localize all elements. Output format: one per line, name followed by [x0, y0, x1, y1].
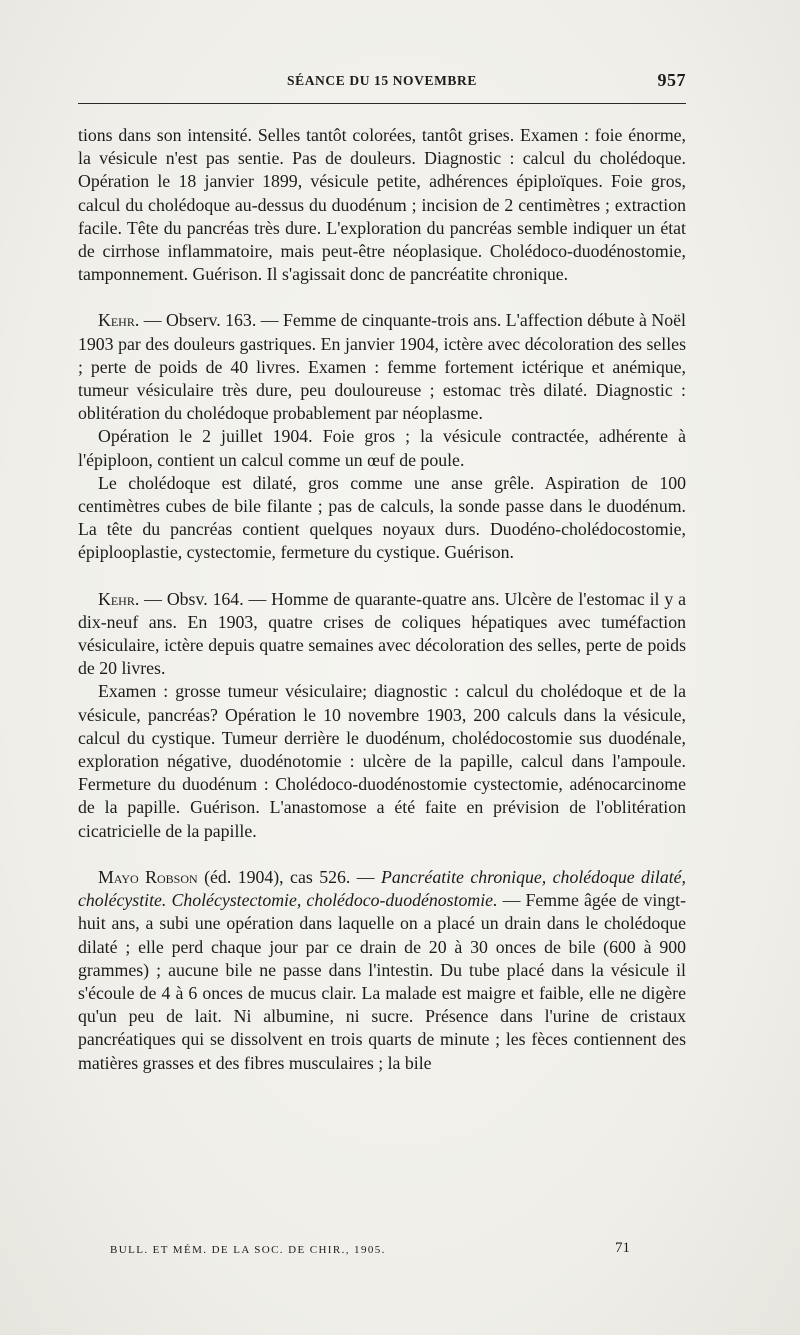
- paragraph-mayo-robson: [78, 866, 686, 1075]
- running-head: [78, 70, 686, 92]
- paragraph-operation: Opération le 2 juillet 1904. Foie gros ; la vésicule contractée, adhérente à l'épiploon, contient un calcul comme un œuf de poule.: [78, 426, 686, 470]
- case-reference: (éd. 1904), cas 526. —: [197, 866, 381, 887]
- paragraph-text: — Obsv. 164. — Homme de quarante-quatre ans. Ulcère de l'estomac il y a dix-neuf ans. En 1903, quatre crises de coliques hépatiques avec tuméfaction vésiculaire, ictère depuis quatre semaines avec décoloration des selles, perte de poids de 20 livres.: [78, 588, 686, 679]
- paragraph-text: — Observ. 163. — Femme de cinquante-trois ans. L'affection débute à Noël 1903 par des douleurs gastriques. En janvier 1904, ictère avec décoloration des selles ; perte de poids de 40 livres. Examen : femme fortement ictérique et anémique, tumeur vésiculaire très dure, peu douloureuse ; estomac très dilaté. Diagnostic : oblitération du cholédoque probablement par néoplasme.: [78, 310, 686, 424]
- paragraph-kehr-163: [78, 309, 686, 425]
- section-gap: [78, 286, 686, 309]
- footer-citation: BULL. ET MÉM. DE LA SOC. DE CHIR., 1905.: [110, 1244, 386, 1256]
- page-number: 957: [657, 70, 686, 90]
- paragraph-choledoque: Le cholédoque est dilaté, gros comme une anse grêle. Aspiration de 100 centimètres cubes de bile filante ; pas de calculs, la sonde passe dans le duodénum. La tête du pancréas contient quelques noyaux durs. Duodéno-cholédocostomie, épiplooplastie, cystectomie, fermeture du cystique. Guérison.: [78, 472, 686, 563]
- paragraph-text: — Femme âgée de vingt-huit ans, a subi une opération dans laquelle on a placé un drain dans le cholédoque dilaté ; elle perd chaque jour par ce drain de 20 à 30 onces de bile (600 à 900 grammes) ; aucune bile ne passe dans l'intestin. Du tube placé dans la vésicule il s'écoule de 4 à 6 onces de mucus clair. La malade est maigre et faible, elle ne digère qu'un peu de lait. Ni albumine, ni sucre. Présence dans l'urine de cristaux pancréatiques qui se dissolvent en trois quarts de minute ; les fèces contiennent des matières grasses et des fibres musculaires ; la bile: [78, 890, 686, 1073]
- footer: [110, 1240, 630, 1262]
- author-name: Mayo Robson: [98, 866, 198, 887]
- body-text: [78, 124, 686, 1075]
- case-title: Pancréatite chronique, cholédoque dilaté, cholécystite. Cholécystectomie, cholédoco-duodénostomie.: [78, 866, 686, 911]
- section-gap: [78, 843, 686, 866]
- footer-signature: 71: [615, 1240, 630, 1256]
- running-title: SÉANCE DU 15 NOVEMBRE: [287, 73, 477, 88]
- paragraph-continuation: tions dans son intensité. Selles tantôt colorées, tantôt grises. Examen : foie énorme, la vésicule n'est pas sentie. Pas de douleurs. Diagnostic : calcul du cholédoque. Opération le 18 janvier 1899, vésicule petite, adhérences épiploïques. Foie gros, calcul du cholédoque au-dessus du duodénum ; incision de 2 centimètres ; extraction facile. Tête du pancréas très dure. L'exploration du pancréas semble indiquer un état de cirrhose inflammatoire, mais peut-être néoplasique. Cholédoco-duodénostomie, tamponnement. Guérison. Il s'agissait donc de pancréatite chronique.: [78, 125, 686, 285]
- author-name: Kehr.: [98, 310, 140, 331]
- author-name: Kehr.: [98, 588, 140, 609]
- paragraph-examen: Examen : grosse tumeur vésiculaire; diagnostic : calcul du cholédoque et de la vésicule, pancréas? Opération le 10 novembre 1903, 200 calculs dans la vésicule, calcul du cystique. Tumeur derrière le duodénum, cholédocostomie sus duodénale, exploration négative, duodénotomie : ulcère de la papille, calcul dans l'ampoule. Fermeture du duodénum : Cholédoco-duodénostomie cystectomie, adénocarcinome de la papille. Guérison. L'anastomose a été faite en prévision de l'oblitération cicatricielle de la papille.: [78, 681, 686, 841]
- paragraph-kehr-164: [78, 588, 686, 681]
- section-gap: [78, 565, 686, 588]
- header-rule: [78, 103, 686, 104]
